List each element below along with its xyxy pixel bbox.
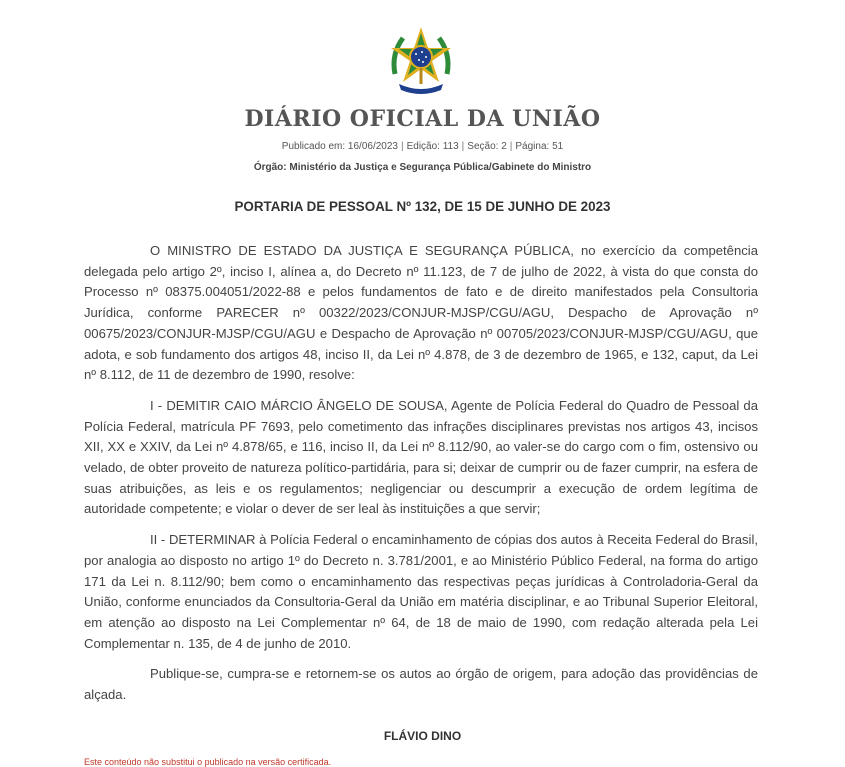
paragraph-preamble: O MINISTRO DE ESTADO DA JUSTIÇA E SEGURANÇA PÚBLICA, no exercício da competência delegada pelo artigo 2º, inciso I, alínea a, do Decreto nº 11.123, de 7 de julho de 2022, à vista do que consta do Processo nº 08375.004051/2022-88 e pelos fundamentos de fato e de direito manifestados pela Consultoria Jurídica, conforme PARECER nº 00322/2023/CONJUR-MJSP/CGU/AGU, Despacho de Aprovação nº 00675/2023/CONJUR-MJSP/CGU/AGU e Despacho de Aprovação nº 00705/2023/CONJUR-MJSP/CGU/AGU, que adota, e sob fundamento dos artigos 48, inciso II, da Lei nº 4.878, de 3 de dezembro de 1965, e 132, caput, da Lei nº 8.112, de 11 de dezembro de 1990, resolve:: [84, 243, 758, 383]
orgao-line: [0, 162, 845, 173]
publication-meta: Publicado em: 16/06/2023 | Edição: 113 | Seção: 2 | Página: 51: [281, 141, 564, 152]
paragraph-item-2: II - DETERMINAR à Polícia Federal o encaminhamento de cópias dos autos à Receita Federal do Brasil, por analogia ao disposto no artigo 1º do Decreto n. 3.781/2001, e ao Ministério Público Federal, na forma do artigo 171 da Lei n. 8.112/90; bem como o encaminhamento das respectivas peças jurídicas à Controladoria-Geral da União, conforme enunciados da Consultoria-Geral da União em matéria disciplinar, e ao Tribunal Superior Eleitoral, em atenção ao disposto na Lei Complementar nº 64, de 18 de maio de 1990, com redação alterada pela Lei Complementar n. 135, de 4 de junho de 2010.: [84, 532, 758, 651]
paragraph-item-1: I - DEMITIR CAIO MÁRCIO ÂNGELO DE SOUSA, Agente de Polícia Federal do Quadro de Pessoal da Polícia Federal, matrícula PF 7693, pelo cometimento das infrações disciplinares previstas nos artigos 43, incisos XII, XX e XXIV, da Lei nº 4.878/65, e 116, inciso II, da Lei nº 8.112/90, ao valer-se do cargo com o fim, ostensivo ou velado, de obter proveito de natureza político-partidária, para si; deixar de cumprir ou de fazer cumprir, na esfera de suas atribuições, as leis e os regulamentos; negligenciar ou descumprir a execução de ordem legítima de autoridade competente; e violar o dever de ser leal às instituições a que servir;: [84, 397, 758, 517]
disclaimer-text: Este conteúdo não substitui o publicado na versão certificada.: [84, 757, 332, 767]
masthead-title: DIÁRIO OFICIAL DA UNIÃO: [244, 106, 601, 132]
signature: FLÁVIO DINO: [383, 729, 462, 743]
document-body: [84, 241, 758, 716]
published-date: Publicado em: 16/06/2023: [281, 141, 398, 152]
brazil-coat-of-arms-icon: [385, 24, 457, 96]
paragraph-closing: Publique-se, cumpra-se e retornem-se os autos ao órgão de origem, para adoção das providências de alçada.: [84, 666, 758, 703]
orgao-value: Ministério da Justiça e Segurança Pública/Gabinete do Ministro: [289, 162, 592, 173]
edition-number: Edição: 113: [406, 141, 459, 152]
document-title: PORTARIA DE PESSOAL Nº 132, DE 15 DE JUNHO DE 2023: [234, 199, 611, 214]
page-number: Página: 51: [515, 141, 564, 152]
section-number: Seção: 2: [467, 141, 507, 152]
orgao-label: Órgão:: [253, 162, 287, 173]
